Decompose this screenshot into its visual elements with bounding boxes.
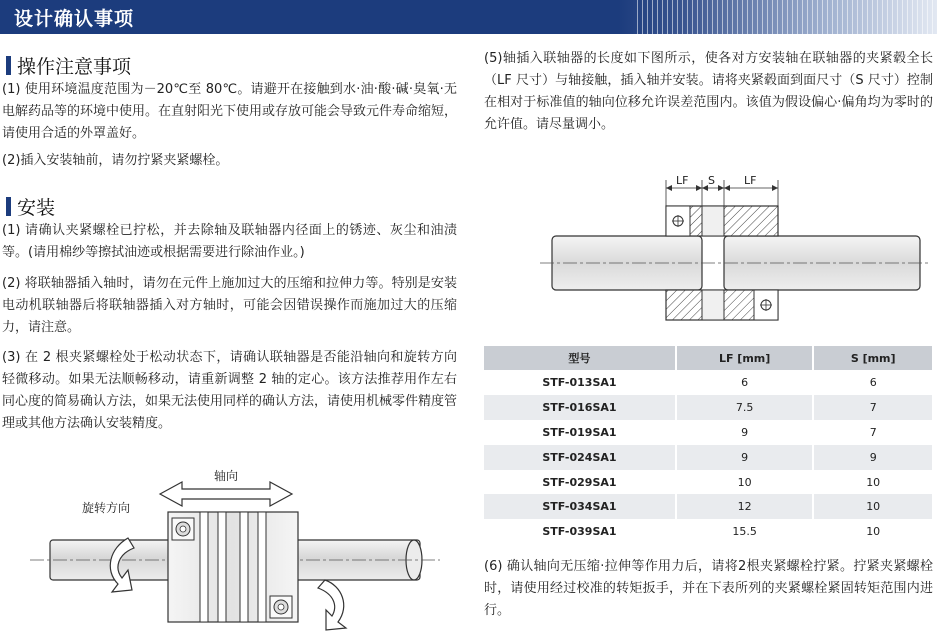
s-cell: 10 [813, 494, 932, 519]
disc-section-shape [702, 206, 724, 236]
section-bar-icon [6, 197, 11, 216]
table-row [484, 370, 932, 395]
model-cell: STF-039SA1 [542, 525, 617, 539]
table-row [484, 519, 932, 544]
lf-cell: 7.5 [676, 395, 814, 420]
lf-cell: 6 [676, 370, 814, 395]
s-cell: 10 [813, 470, 932, 495]
section-title-install-text: 安装 [17, 197, 56, 219]
s-label: S [708, 174, 715, 187]
axial-label: 轴向 [214, 469, 239, 483]
model-cell: STF-016SA1 [484, 395, 676, 420]
model-cell: STF-029SA1 [542, 475, 617, 489]
coupling-slit [200, 512, 208, 622]
s-cell: 9 [813, 445, 932, 470]
table-row [484, 445, 932, 470]
table-header-row [484, 346, 932, 370]
rotation-arrow-icon [318, 580, 346, 630]
banner-stripes [637, 0, 937, 34]
model-cell: STF-034SA1 [484, 494, 676, 519]
operation-note-2: (2)插入安装轴前，请勿拧紧夹紧螺栓。 [2, 153, 229, 168]
section-bar-icon [6, 56, 11, 75]
install-note-2: (2) 将联轴器插入轴时，请勿在元件上施加过大的压缩和拉伸力等。特别是安装电动机联轴器后将联轴器插入对方轴时，可能会因错误操作而施加过大的压缩力，请注意。 [2, 276, 457, 335]
lf-cell: 12 [676, 494, 814, 519]
table-row [484, 395, 932, 420]
install-note-3: (3) 在 2 根夹紧螺栓处于松动状态下，请确认联轴器是否能沿轴向和旋转方向轻微移动。如果无法顺畅移动，请重新调整 2 轴的定心。该方法推荐用作左右同心度的简易确认方法，如果无法使用同样的确认方法，请使用机械零件精度管理或其他方法确认安装精度。 [2, 350, 458, 431]
install-note-6: (6) 确认轴向无压缩·拉伸等作用力后，请将2根夹紧螺栓拧紧。拧紧夹紧螺栓时，请使用经过校准的转矩扳手，并在下表所列的夹紧螺栓紧固转矩范围内进行。 [484, 559, 933, 618]
table-row [484, 494, 932, 519]
spec-table [484, 346, 932, 544]
coupling-section-figure [540, 172, 930, 334]
lf-cell: 9 [676, 420, 814, 445]
table-row [484, 420, 932, 445]
install-note-1: (1) 请确认夹紧螺栓已拧松，并去除轴及联轴器内径面上的锈迹、灰尘和油渍等。(请用棉纱等擦拭油迹或根据需要进行除油作业。) [2, 223, 457, 260]
coupling-slit [258, 512, 266, 622]
section-title-operation-text: 操作注意事项 [17, 56, 132, 78]
install-note-5: (5)轴插入联轴器的长度如下图所示，使各对方安装轴在联轴器的夹紧毂全长（LF 尺寸）与轴接触，插入轴并安装。请将夹紧毂面到面尺寸（S 尺寸）控制在相对于标准值的轴向位移允许误差范围内。该值为假设偏心·偏角均为零时的允许值。请尽量调小。 [484, 51, 933, 132]
s-cell: 6 [813, 370, 932, 395]
lf-left-label: LF [676, 174, 689, 187]
rotation-label: 旋转方向 [82, 501, 131, 515]
coupling-slit [218, 512, 226, 622]
coupling-slit [240, 512, 248, 622]
lf-cell: 15.5 [676, 519, 814, 544]
table-header-model: 型号 [484, 346, 676, 370]
table-header-lf: LF [mm] [676, 346, 814, 370]
header-banner [0, 0, 937, 34]
lf-cell: 9 [676, 445, 814, 470]
model-cell: STF-013SA1 [542, 375, 617, 389]
lf-cell: 10 [676, 470, 814, 495]
page-title: 设计确认事项 [14, 8, 135, 30]
disc-section-shape [702, 290, 724, 320]
coupling-movement-figure [0, 468, 470, 643]
s-cell: 10 [813, 519, 932, 544]
s-cell: 7 [813, 395, 932, 420]
axial-arrow-icon [160, 482, 292, 506]
s-cell: 7 [813, 420, 932, 445]
section-title-install [6, 193, 55, 220]
lf-right-label: LF [744, 174, 757, 187]
table-row [484, 470, 932, 495]
operation-note-1: (1) 使用环境温度范围为－20℃至 80℃。请避开在接触到水·油·酸·碱·臭氧·无电解药品等的环境中使用。在直射阳光下使用或存放可能会导致元件寿命缩短，请使用合适的外罩盖好。 [2, 82, 458, 141]
section-title-operation [6, 52, 131, 79]
table-header-s: S [mm] [813, 346, 932, 370]
model-cell: STF-024SA1 [484, 445, 676, 470]
model-cell: STF-019SA1 [542, 425, 617, 439]
